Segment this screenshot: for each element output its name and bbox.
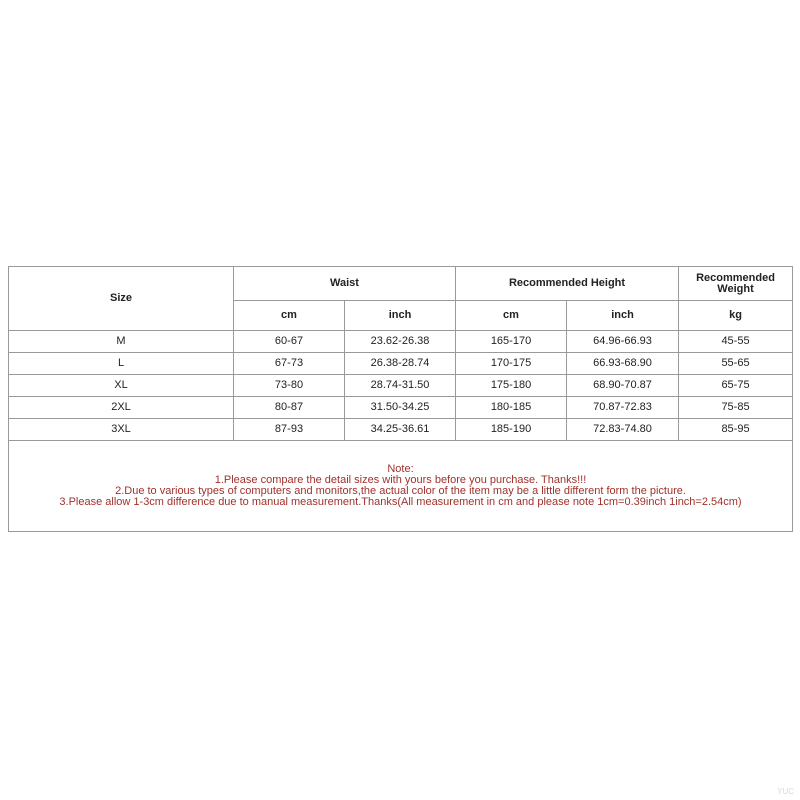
- size-chart: [8, 266, 792, 532]
- unit-header-weight-kg: kg: [679, 301, 793, 331]
- waist-cm-cell: 60-67: [234, 331, 345, 353]
- notes-cell: [9, 441, 793, 532]
- weight-kg-cell: 75-85: [679, 397, 793, 419]
- notes-section: [9, 441, 793, 532]
- size-chart-table: [8, 266, 793, 532]
- unit-header-waist-inch: inch: [345, 301, 456, 331]
- waist-cm-cell: 73-80: [234, 375, 345, 397]
- weight-kg-cell: 55-65: [679, 353, 793, 375]
- height-cm-cell: 180-185: [456, 397, 567, 419]
- waist-cm-cell: 80-87: [234, 397, 345, 419]
- size-cell: XL: [9, 375, 234, 397]
- height-inch-cell: 72.83-74.80: [567, 419, 679, 441]
- weight-kg-cell: 85-95: [679, 419, 793, 441]
- table-body: [9, 331, 793, 441]
- weight-kg-cell: 65-75: [679, 375, 793, 397]
- watermark: YUC: [777, 787, 794, 796]
- table-row: [9, 397, 793, 419]
- note-line-3: 3.Please allow 1-3cm difference due to manual measurement.Thanks(All measurement in cm and please note 1cm=0.39inch 1inch=2.54cm): [59, 496, 742, 508]
- note-title: Note:: [387, 463, 414, 475]
- height-cm-cell: 165-170: [456, 331, 567, 353]
- table-row: [9, 419, 793, 441]
- table-row: [9, 375, 793, 397]
- unit-header-waist-cm: cm: [234, 301, 345, 331]
- note-line-2: 2.Due to various types of computers and monitors,the actual color of the item may be a little different form the picture.: [115, 485, 686, 497]
- weight-kg-cell: 45-55: [679, 331, 793, 353]
- unit-header-height-inch: inch: [567, 301, 679, 331]
- height-group-header: Recommended Height: [456, 267, 679, 301]
- size-cell: L: [9, 353, 234, 375]
- waist-inch-cell: 31.50-34.25: [345, 397, 456, 419]
- size-cell: 3XL: [9, 419, 234, 441]
- note-line-1: 1.Please compare the detail sizes with yours before you purchase. Thanks!!!: [214, 474, 587, 486]
- waist-cm-cell: 67-73: [234, 353, 345, 375]
- waist-inch-cell: 26.38-28.74: [345, 353, 456, 375]
- table-row: [9, 353, 793, 375]
- table-row: [9, 331, 793, 353]
- waist-group-header: Waist: [234, 267, 456, 301]
- table-header: [9, 267, 793, 331]
- size-cell: 2XL: [9, 397, 234, 419]
- height-inch-cell: 66.93-68.90: [567, 353, 679, 375]
- height-inch-cell: 64.96-66.93: [567, 331, 679, 353]
- weight-group-header: Recommended Weight: [679, 267, 793, 301]
- height-cm-cell: 185-190: [456, 419, 567, 441]
- waist-inch-cell: 23.62-26.38: [345, 331, 456, 353]
- height-cm-cell: 175-180: [456, 375, 567, 397]
- size-cell: M: [9, 331, 234, 353]
- height-inch-cell: 68.90-70.87: [567, 375, 679, 397]
- waist-inch-cell: 28.74-31.50: [345, 375, 456, 397]
- unit-header-height-cm: cm: [456, 301, 567, 331]
- height-cm-cell: 170-175: [456, 353, 567, 375]
- height-inch-cell: 70.87-72.83: [567, 397, 679, 419]
- waist-cm-cell: 87-93: [234, 419, 345, 441]
- waist-inch-cell: 34.25-36.61: [345, 419, 456, 441]
- size-column-header: Size: [9, 267, 234, 331]
